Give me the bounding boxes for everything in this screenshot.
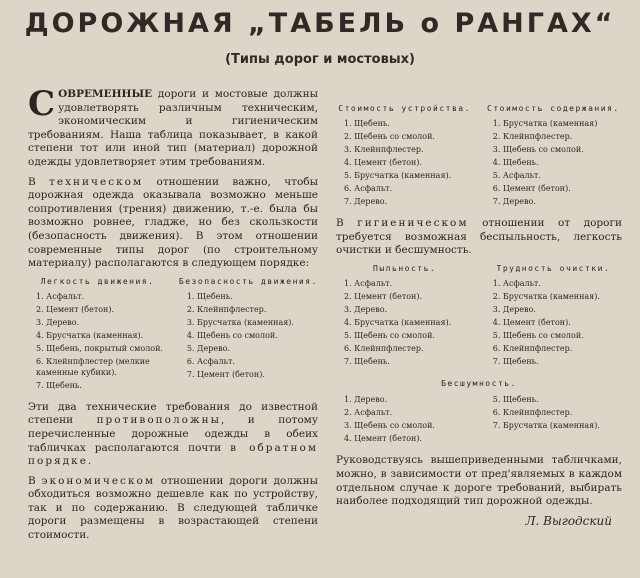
noiselessness-left bbox=[336, 394, 473, 446]
table-header: Трудность очистки. bbox=[496, 263, 611, 273]
opposite-paragraph bbox=[28, 401, 318, 469]
list-item: 5. Щебень со смолой. bbox=[492, 330, 584, 340]
list-item: 7. Цемент (бетон). bbox=[186, 369, 265, 379]
hygiene-table bbox=[336, 264, 622, 369]
list-item: 5. Дерево. bbox=[186, 343, 230, 353]
table-header: Легкость движения. bbox=[40, 276, 155, 286]
list-item: 7. Щебень. bbox=[36, 380, 82, 390]
list-item: 6. Асфальт. bbox=[344, 184, 393, 193]
econ-pre: В bbox=[28, 474, 42, 487]
list-item: 6. Клейнпфлестер. bbox=[344, 343, 424, 353]
construction-cost-column bbox=[336, 104, 473, 209]
econ-text: отношении дороги должны обходиться возможно дешевле как по устройству, так и по содержанию. В следующей табличке дороги размещены в возрастающей степени стоимости. bbox=[28, 474, 319, 542]
list-item: 1. Асфальт. bbox=[36, 291, 85, 301]
opposite-spaced-1: противоположны bbox=[96, 414, 221, 427]
table-header: Стоимость содержания. bbox=[487, 104, 620, 113]
noiselessness-table bbox=[336, 394, 622, 446]
maintenance-cost-column bbox=[485, 104, 622, 209]
list-item: 3. Щебень со смолой. bbox=[492, 145, 584, 154]
list-item: 5. Щебень со смолой. bbox=[344, 330, 435, 340]
list-item: 1. Асфальт. bbox=[344, 278, 393, 288]
list-item: 2. Асфальт. bbox=[344, 408, 393, 418]
table-header: Пыльность. bbox=[373, 263, 437, 273]
list-item: 5. Щебень. bbox=[492, 395, 539, 405]
list-item: 2. Цемент (бетон). bbox=[344, 291, 423, 301]
list-item: 3. Дерево. bbox=[36, 317, 80, 327]
hygiene-text: отношении от дороги требуется возможная беспыльность, легкость очистки и бесшумность. bbox=[336, 217, 622, 257]
list-item: 4. Цемент (бетон). bbox=[344, 158, 423, 167]
tech-text: отношении важно, чтобы дорожная одежда оказывала возможно меньше сопротивления (трения) движению, т.-е. была бы возможно ровнее, гладже, но без скользкости (безопасность движения). В этом отношении современные типы дорог (по строительному материалу) располагаются в следующем порядке: bbox=[28, 175, 318, 270]
article-subtitle: (Типы дорог и мостовых) bbox=[225, 52, 415, 67]
list-item: 6. Клейнпфлестер. bbox=[492, 343, 573, 353]
table-header: Стоимость устройства. bbox=[338, 104, 471, 113]
list-item: 3. Клейнпфлестер. bbox=[344, 145, 424, 154]
opposite-spaced-2: в обратном порядке bbox=[28, 441, 319, 468]
list-item: 1. Брусчатка (каменная) bbox=[492, 119, 598, 128]
left-column bbox=[28, 84, 319, 549]
list-item: 6. Асфальт. bbox=[186, 356, 235, 366]
list-item: 4. Цемент (бетон). bbox=[344, 434, 423, 444]
list-item: 3. Брусчатка (каменная). bbox=[186, 317, 294, 327]
list-item: 4. Щебень. bbox=[492, 158, 539, 167]
list-item: 3. Дерево. bbox=[492, 304, 536, 314]
cost-table bbox=[336, 104, 622, 209]
noiselessness-right bbox=[485, 394, 622, 446]
list-item: 2. Клейнпфлестер. bbox=[186, 304, 267, 314]
list-item: 1. Дерево. bbox=[344, 395, 388, 405]
list-item: 4. Цемент (бетон). bbox=[492, 317, 571, 327]
list-item: 2. Цемент (бетон). bbox=[36, 304, 115, 314]
list-item: 4. Щебень со смолой. bbox=[186, 330, 278, 340]
list-item: 7. Дерево. bbox=[344, 197, 388, 206]
list-item: 5. Асфальт. bbox=[492, 171, 541, 180]
list-item: 7. Дерево. bbox=[492, 197, 536, 206]
cleaning-difficulty-column bbox=[485, 264, 622, 369]
table-header: Безопасность движения. bbox=[178, 276, 318, 286]
opposite-pre: Эти два технические требования до известной степени bbox=[28, 400, 318, 427]
economic-paragraph bbox=[28, 475, 318, 543]
list-item: 4. Брусчатка (каменная). bbox=[344, 317, 452, 327]
dustiness-column bbox=[336, 264, 473, 369]
intro-lead-word: ОВРЕМЕННЫЕ bbox=[58, 88, 153, 100]
list-item: 2. Клейнпфлестер. bbox=[492, 132, 573, 141]
tech-spaced-word: техническом bbox=[49, 175, 144, 188]
list-item: 5. Брусчатка (каменная). bbox=[344, 171, 452, 180]
article-title: ДОРОЖНАЯ „ТАБЕЛЬ о РАНГАХ“ bbox=[24, 8, 616, 39]
econ-spaced-word: экономическом bbox=[41, 474, 155, 487]
list-item: 6. Клейнпфлестер (мелкие каменные кубики). bbox=[36, 356, 150, 377]
drop-cap: С bbox=[28, 84, 56, 124]
list-item: 2. Щебень со смолой. bbox=[344, 132, 435, 141]
noiselessness-header: Бесшумность. bbox=[441, 378, 517, 388]
author-signature: Л. Выгодский bbox=[525, 513, 612, 528]
tech-pre: В bbox=[28, 175, 50, 188]
list-item: 7. Щебень. bbox=[492, 356, 539, 366]
list-item: 7. Щебень. bbox=[344, 356, 390, 366]
opposite-post: . bbox=[87, 455, 92, 468]
technical-paragraph bbox=[28, 176, 318, 271]
list-item: 1. Щебень. bbox=[186, 291, 233, 301]
traffic-safety-column bbox=[179, 277, 318, 393]
list-item: 3. Щебень со смолой. bbox=[344, 421, 435, 431]
list-item: 6. Цемент (бетон). bbox=[492, 184, 571, 193]
list-item: 2. Брусчатка (каменная). bbox=[492, 291, 600, 301]
ease-of-movement-column bbox=[28, 277, 167, 393]
conclusion-paragraph: Руководствуясь вышеприведенными табличками, можно, в зависимости от пред'являемых в каждом отдельном случае к дороге требований, выбирать наиболее подходящий тип дорожной одежды. bbox=[336, 454, 622, 508]
list-item: 1. Асфальт. bbox=[492, 278, 541, 288]
list-item: 6. Клейнпфлестер. bbox=[492, 408, 573, 418]
list-item: 4. Брусчатка (каменная). bbox=[36, 330, 144, 340]
opposite-mid: , и потому перечисленные дорожные одежды в обеих табличках располагаются почти bbox=[28, 414, 318, 454]
intro-text: дороги и мостовые должны удовлетворять различным техническим, экономическим и гигиеническим требованиям. Наша таблица показывает, в какой степени тот или иной тип (материал) дорожной одежды удовлетворяет этим требованиям. bbox=[28, 88, 318, 168]
technical-table bbox=[28, 277, 318, 393]
intro-paragraph bbox=[28, 84, 318, 170]
hygiene-spaced-word: гигиеническом bbox=[357, 217, 469, 229]
list-item: 7. Брусчатка (каменная). bbox=[492, 421, 600, 431]
right-column bbox=[336, 88, 622, 528]
hygiene-paragraph bbox=[336, 217, 622, 258]
list-item: 1. Щебень. bbox=[344, 119, 390, 128]
list-item: 5. Щебень, покрытый смолой. bbox=[36, 343, 163, 353]
hygiene-pre: В bbox=[336, 217, 358, 229]
list-item: 3. Дерево. bbox=[344, 304, 388, 314]
